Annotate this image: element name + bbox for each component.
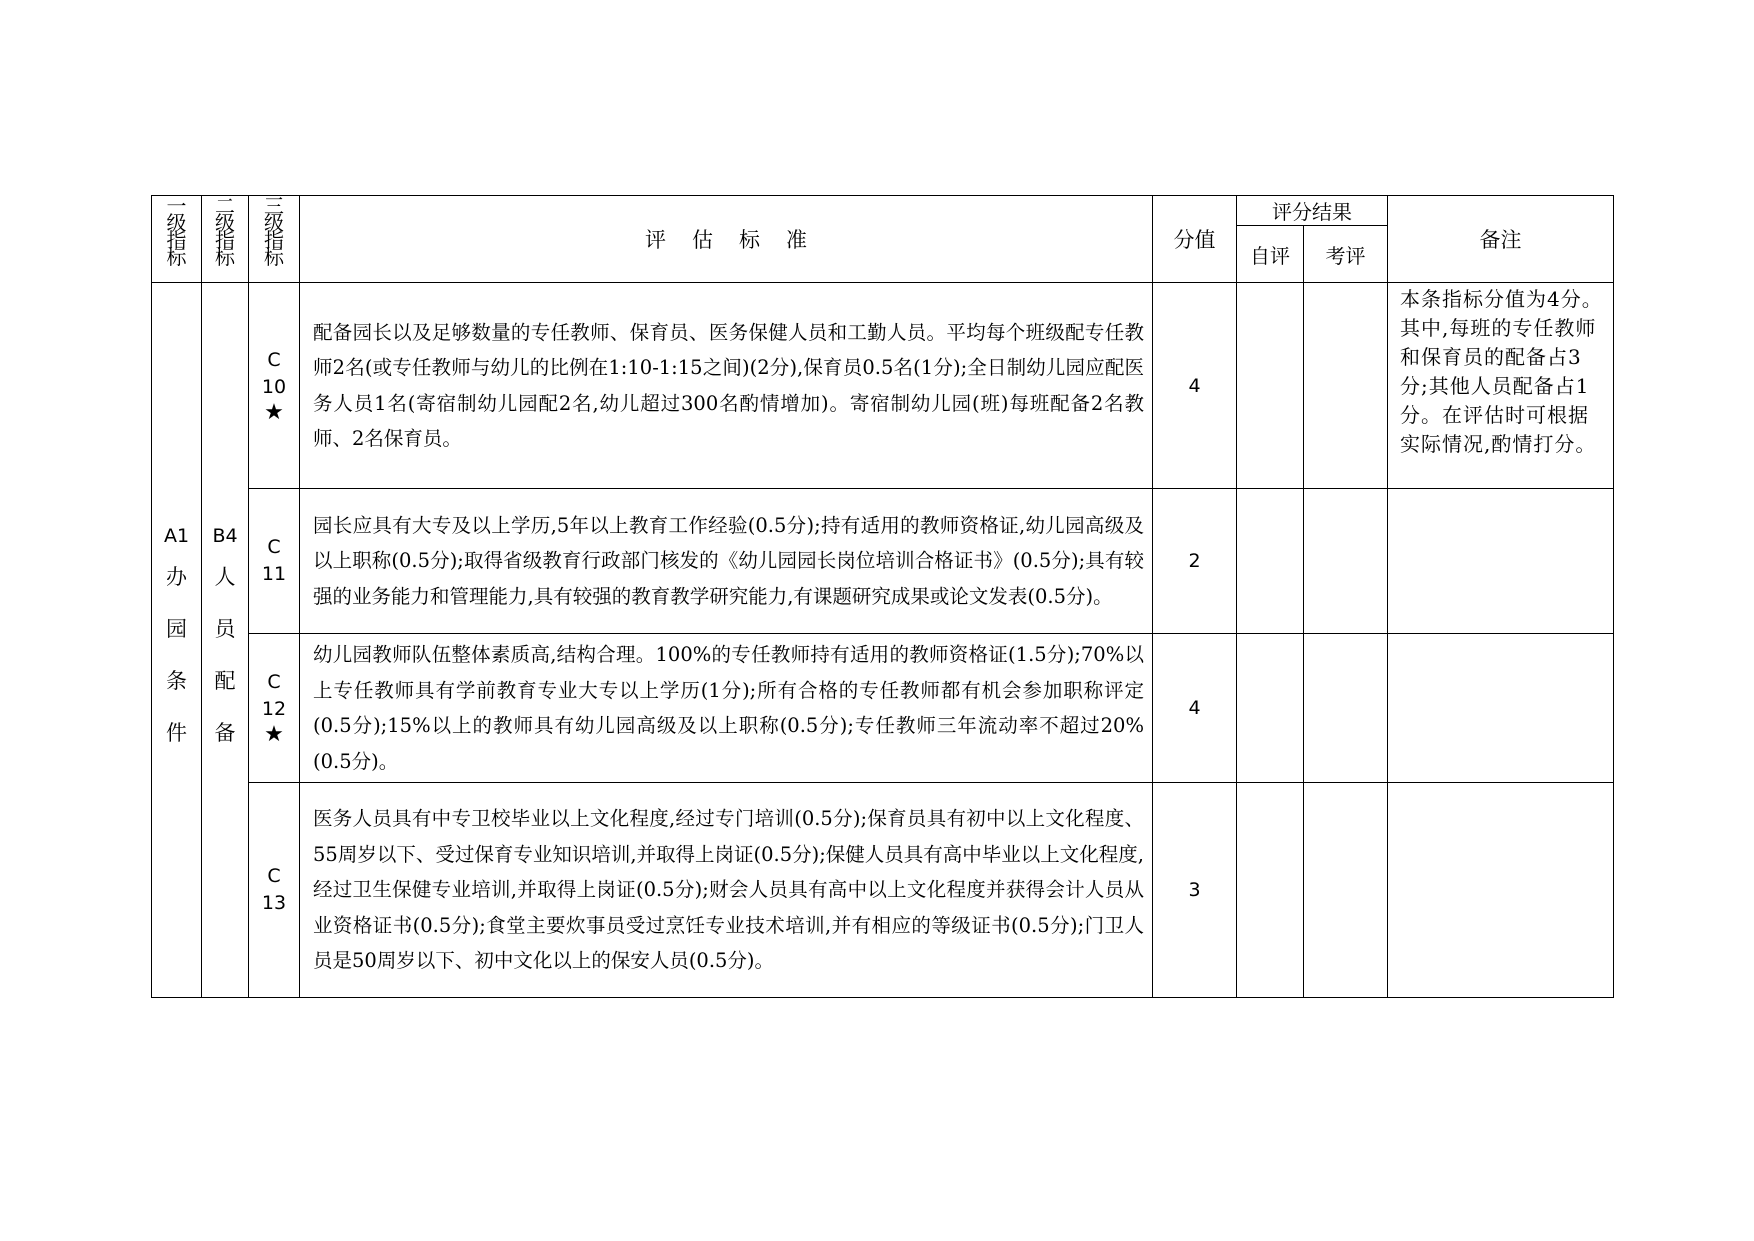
score-value: 2 [1153, 489, 1237, 634]
table-row [152, 634, 1614, 783]
header-result-group: 评分结果 [1237, 196, 1388, 226]
self-eval-cell[interactable] [1237, 783, 1304, 998]
header-level1: 一 级 指 标 [152, 196, 202, 283]
self-eval-cell[interactable] [1237, 634, 1304, 783]
level1-code: A1 [163, 525, 190, 547]
star-icon: ★ [264, 399, 284, 425]
self-eval-cell[interactable] [1237, 283, 1304, 489]
table-row [152, 489, 1614, 634]
header-remark: 备注 [1388, 196, 1614, 283]
remark-text [1388, 489, 1614, 634]
score-value: 4 [1153, 634, 1237, 783]
level3-code-cell: C 10 ★ [249, 283, 300, 489]
table-row [152, 783, 1614, 998]
standard-text: 园长应具有大专及以上学历,5年以上教育工作经验(0.5分);持有适用的教师资格证,幼儿园高级及以上职称(0.5分);取得省级教育行政部门核发的《幼儿园园长岗位培训合格证书》(0.5分);具有较强的业务能力和管理能力,具有较强的教育教学研究能力,有课题研究成果或论文发表(0.5分)。 [300, 489, 1153, 634]
review-eval-cell[interactable] [1304, 634, 1388, 783]
level3-code-cell: C 12 ★ [249, 634, 300, 783]
star-icon: ★ [264, 722, 284, 747]
level3-code-cell: C 11 [249, 489, 300, 634]
self-eval-cell[interactable] [1237, 489, 1304, 634]
level1-cell: A1 办 园 条 件 [152, 283, 202, 998]
remark-text [1388, 783, 1614, 998]
header-level2: 二 级 指 标 [202, 196, 249, 283]
header-standard: 评估标准 [300, 196, 1153, 283]
remark-text: 本条指标分值为4分。其中,每班的专任教师和保育员的配备占3分;其他人员配备占1分。在评估时可根据实际情况,酌情打分。 [1388, 283, 1614, 489]
table-row [152, 283, 1614, 489]
score-value: 4 [1153, 283, 1237, 489]
score-value: 3 [1153, 783, 1237, 998]
standard-text: 幼儿园教师队伍整体素质高,结构合理。100%的专任教师持有适用的教师资格证(1.5分);70%以上专任教师具有学前教育专业大专以上学历(1分);所有合格的专任教师都有机会参加职称评定(0.5分);15%以上的教师具有幼儿园高级及以上职称(0.5分);专任教师三年流动率不超过20%(0.5分)。 [300, 634, 1153, 783]
standard-text: 医务人员具有中专卫校毕业以上文化程度,经过专门培训(0.5分);保育员具有初中以上文化程度、55周岁以下、受过保育专业知识培训,并取得上岗证(0.5分);保健人员具有高中毕业以上文化程度,经过卫生保健专业培训,并取得上岗证(0.5分);财会人员具有高中以上文化程度并获得会计人员从业资格证书(0.5分);食堂主要炊事员受过烹饪专业技术培训,并有相应的等级证书(0.5分);门卫人员是50周岁以下、初中文化以上的保安人员(0.5分)。 [300, 783, 1153, 998]
remark-text [1388, 634, 1614, 783]
standard-text: 配备园长以及足够数量的专任教师、保育员、医务保健人员和工勤人员。平均每个班级配专任教师2名(或专任教师与幼儿的比例在1:10-1:15之间)(2分),保育员0.5名(1分);全日制幼儿园应配医务人员1名(寄宿制幼儿园配2名,幼儿超过300名酌情增加)。寄宿制幼儿园(班)每班配备2名教师、2名保育员。 [300, 283, 1153, 489]
level3-code-cell: C 13 [249, 783, 300, 998]
header-row-top [152, 196, 1614, 226]
header-score: 分值 [1153, 196, 1237, 283]
level2-code: B4 [212, 525, 238, 547]
header-level3: 三 级 指 标 [249, 196, 300, 283]
header-self-eval: 自评 [1237, 226, 1304, 283]
header-review-eval: 考评 [1304, 226, 1388, 283]
level2-cell: B4 人 员 配 备 [202, 283, 249, 998]
review-eval-cell[interactable] [1304, 489, 1388, 634]
review-eval-cell[interactable] [1304, 783, 1388, 998]
evaluation-table [151, 195, 1614, 998]
review-eval-cell[interactable] [1304, 283, 1388, 489]
